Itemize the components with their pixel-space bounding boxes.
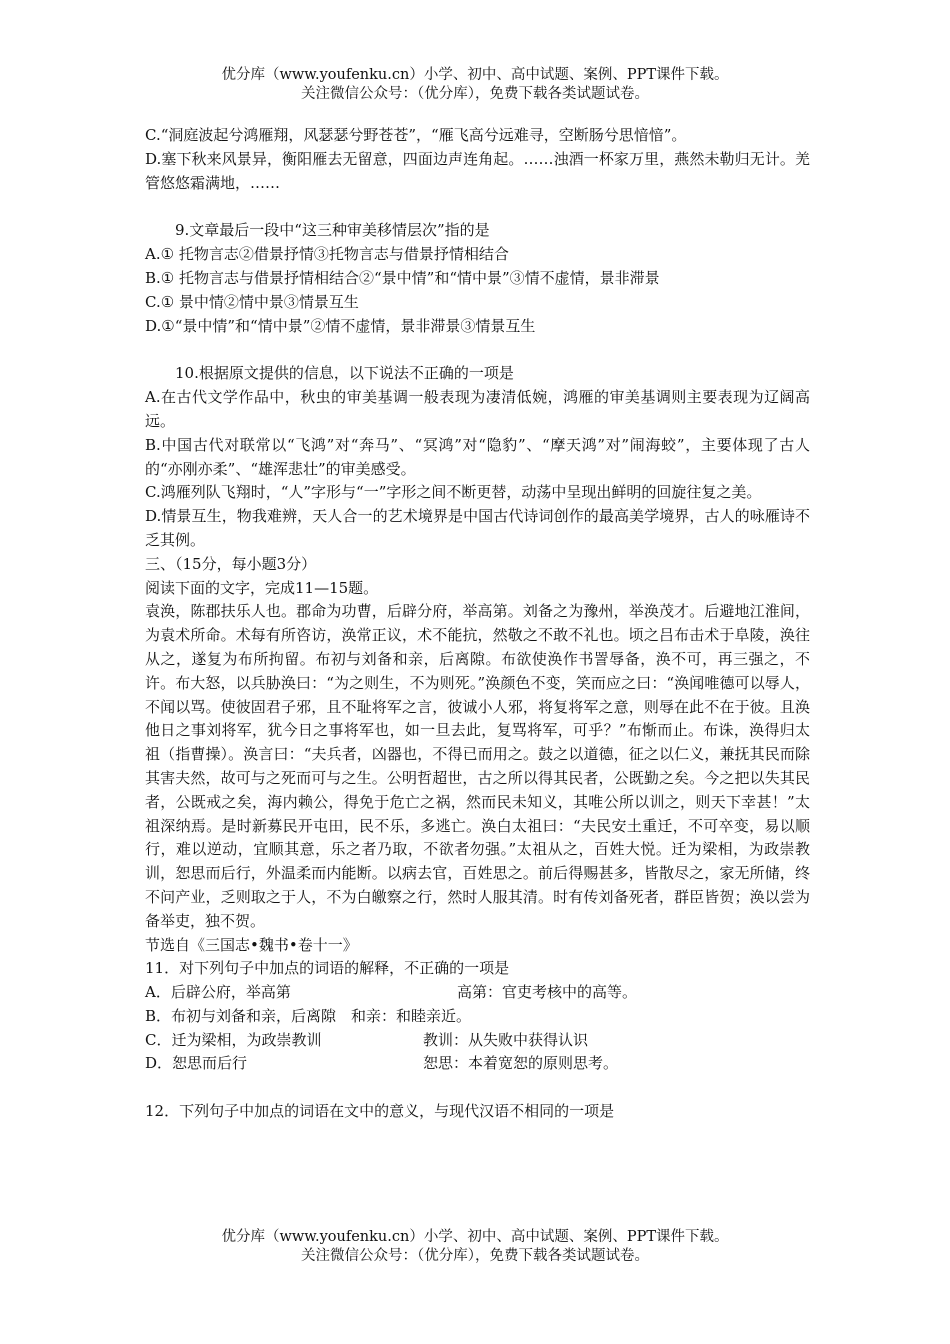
- q11-option-a-gloss: 高第：官吏考核中的高等。: [457, 983, 638, 1002]
- q11-stem: 11．对下列句子中加点的词语的解释，不正确的一项是: [145, 959, 510, 978]
- classical-passage: 袁涣，陈郡扶乐人也。郡命为功曹，后辟分府，举高第。刘备之为豫州，举涣茂才。后避地江淮间，为袁术所命。术每有所咨访，涣常正议，术不能抗，然敬之不敢不礼也。顷之吕布击术于阜陵，涣往从之，遂复为布所拘留。布初与刘备和亲，后离隙。布欲使涣作书詈辱备，涣不可，再三强之，不许。布大怒，以兵胁涣曰：“为之则生，不为则死。”涣颜色不变，笑而应之曰：“涣闻唯德可以辱人，不闻以骂。使彼固君子邪，且不耻将军之言，彼诚小人邪，将复将军之意，则辱在此不在于彼。且涣他日之事刘将军，犹今日之事将军也，如一旦去此，复骂将军，可乎？”布惭而止。布诛，涣得归太祖（指曹操）。涣言曰：“夫兵者，凶器也，不得已而用之。鼓之以道德，征之以仁义，兼抚其民而除其害夫然，故可与之死而可与之生。公明哲超世，古之所以得其民者，公既勤之矣。今之把以失其民者，公既戒之矣，海内赖公，得免于危亡之祸，然而民未知义，其唯公所以训之，则天下幸甚！”太祖深纳焉。是时新募民开屯田，民不乐，多逃亡。涣白太祖曰：“夫民安土重迁，不可卒变，易以顺行，难以逆动，宜顺其意，乐之者乃取，不欲者勿强。”太祖从之，百姓大悦。迁为梁相，为政崇教训，恕思而后行，外温柔而内能断。以病去官，百姓思之。前后得赐甚多，皆散尽之，家无所储，终不问产业，乏则取之于人，不为白皦察之行，然时人服其清。时有传刘备死者，群臣皆贺；涣以尝为备举吏，独不贺。: [145, 602, 810, 930]
- q9-option-d: D.①“景中情”和“情中景”②情不虚情，景非滞景③情景互生: [145, 316, 536, 335]
- q11-option-d-text: D．恕思而后行: [145, 1054, 248, 1073]
- q8-option-d: D.塞下秋来风景异，衡阳雁去无留意，四面边声连角起。……浊酒一杯家万里，燕然未勒归无计。羌管悠悠霜满地，……: [145, 149, 810, 192]
- q11-option-a: [145, 981, 810, 1005]
- header-line-2: 关注微信公众号：（优分库），免费下载各类试题试卷。: [301, 86, 649, 102]
- q9-option-c: C.① 景中情②情中景③情景互生: [145, 292, 359, 311]
- passage-source: 节选自《三国志•魏书•卷十一》: [145, 935, 358, 954]
- q10-option-c: C.鸿雁列队飞翔时，“人”字形与“一”字形之间不断更替，动荡中呈现出鲜明的回旋往复之美。: [145, 483, 762, 502]
- q8-option-c: C.“洞庭波起兮鸿雁翔，风瑟瑟兮野苍苍”，“雁飞高兮远难寻，空断肠兮思愔愔”。: [145, 126, 687, 144]
- q10-option-a: A.在古代文学作品中，秋虫的审美基调一般表现为凄清低婉，鸿雁的审美基调则主要表现为辽阔高远。: [145, 388, 810, 430]
- q11-option-c-gloss: 教训：从失败中获得认识: [423, 1030, 589, 1049]
- q9-option-a: A.① 托物言志②借景抒情③托物言志与借景抒情相结合: [145, 245, 509, 264]
- footer-line-2: 关注微信公众号：（优分库），免费下载各类试题试卷。: [301, 1248, 649, 1264]
- page-footer: [0, 1228, 950, 1266]
- q9-option-b: B.① 托物言志与借景抒情相结合②“景中情”和“情中景”③情不虚情，景非滞景: [145, 268, 660, 287]
- section3-instruction: 阅读下面的文字，完成11—15题。: [145, 578, 379, 597]
- footer-line-1: 优分库（www.youfenku.cn）小学、初中、高中试题、案例、PPT课件下载。: [221, 1229, 729, 1245]
- q10-option-b: B.中国古代对联常以“飞鸿”对“奔马”、“冥鸿”对“隐豹”、“摩天鸿”对”闹海蛟”，主要体现了古人的“亦刚亦柔”、“雄浑悲壮”的审美感受。: [145, 435, 810, 478]
- q12-stem: 12．下列句子中加点的词语在文中的意义，与现代汉语不相同的一项是: [145, 1102, 615, 1121]
- q11-option-a-text: A．后辟公府，举高第: [145, 983, 291, 1002]
- q9-stem: 9.文章最后一段中“这三种审美移情层次”指的是: [175, 221, 490, 240]
- q10-stem: 10.根据原文提供的信息，以下说法不正确的一项是: [175, 364, 514, 383]
- q11-option-d-gloss: 恕思：本着宽恕的原则思考。: [423, 1054, 619, 1073]
- header-line-1: 优分库（www.youfenku.cn）小学、初中、高中试题、案例、PPT课件下载。: [221, 67, 729, 83]
- q10-option-d: D.情景互生，物我难辨，天人合一的艺术境界是中国古代诗词创作的最高美学境界，古人的咏雁诗不乏其例。: [145, 507, 810, 549]
- q11-option-b: B．布初与刘备和亲，后离隙 和亲：和睦亲近。: [145, 1006, 472, 1025]
- page-header: [0, 66, 950, 104]
- section3-heading: 三、（15分，每小题3分）: [145, 554, 317, 573]
- q11-option-d: [145, 1052, 810, 1076]
- q11-option-c: [145, 1029, 810, 1053]
- q11-option-c-text: C．迁为梁相，为政崇教训: [145, 1030, 322, 1049]
- document-body: [145, 124, 810, 1124]
